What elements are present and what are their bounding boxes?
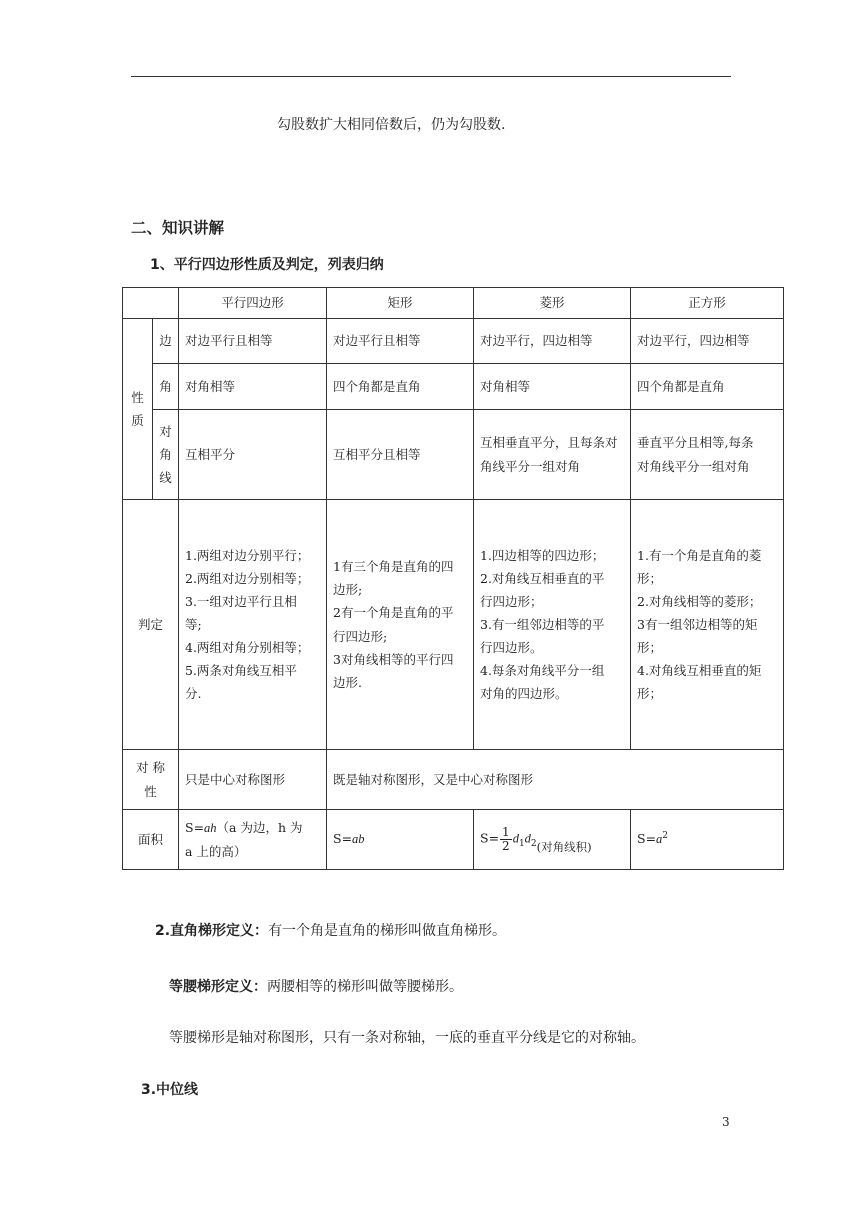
header-parallelogram: 平行四边形 bbox=[179, 288, 327, 319]
diagonal-row bbox=[123, 410, 784, 500]
header-row bbox=[123, 288, 784, 319]
angle-label: 角 bbox=[153, 364, 179, 410]
angle-row bbox=[123, 364, 784, 410]
side-rectangle: 对边平行且相等 bbox=[327, 319, 474, 364]
judge-rectangle: 1有三个角是直角的四 边形; 2有一个角是直角的平 行四边形; 3对角线相等的平行四 边形. bbox=[327, 500, 474, 750]
judge-label: 判定 bbox=[123, 500, 179, 750]
angle-rhombus: 对角相等 bbox=[474, 364, 631, 410]
intro-line: 勾股数扩大相同倍数后，仍为勾股数. bbox=[277, 117, 506, 133]
side-rhombus: 对边平行，四边相等 bbox=[474, 319, 631, 364]
diagonal-label: 对 角 线 bbox=[153, 410, 179, 500]
diagonal-rhombus: 互相垂直平分，且每条对 角线平分一组对角 bbox=[474, 410, 631, 500]
corner-cell bbox=[123, 288, 179, 319]
judge-row bbox=[123, 500, 784, 750]
side-label: 边 bbox=[153, 319, 179, 364]
page-number: 3 bbox=[722, 1115, 730, 1129]
diagonal-parallelogram: 互相平分 bbox=[179, 410, 327, 500]
header-rhombus: 菱形 bbox=[474, 288, 631, 319]
area-rectangle: S=ab bbox=[327, 810, 474, 870]
isosceles-trapezoid-definition: 等腰梯形定义：两腰相等的梯形叫做等腰梯形。 bbox=[169, 979, 463, 995]
header-square: 正方形 bbox=[631, 288, 784, 319]
judge-square: 1.有一个角是直角的菱 形； 2.对角线相等的菱形； 3有一组邻边相等的矩 形； 4.对角线互相垂直的矩 形； bbox=[631, 500, 784, 750]
subsection-midline: 3.中位线 bbox=[141, 1082, 199, 1098]
header-rule bbox=[131, 76, 731, 77]
judge-parallelogram: 1.两组对边分别平行； 2.两组对边分别相等； 3.一组对边平行且相 等; 4.两组对角分别相等； 5.两条对角线互相平 分. bbox=[179, 500, 327, 750]
diagonal-square: 垂直平分且相等,每条 对角线平分一组对角 bbox=[631, 410, 784, 500]
property-label: 性 质 bbox=[123, 319, 153, 500]
area-formula-ab: ab bbox=[352, 832, 365, 847]
area-label: 面积 bbox=[123, 810, 179, 870]
area-parallelogram: S=ah（a 为边，h 为 a 上的高） bbox=[179, 810, 327, 870]
side-row bbox=[123, 319, 784, 364]
angle-rectangle: 四个角都是直角 bbox=[327, 364, 474, 410]
area-square: $S=a^2$ bbox=[631, 810, 784, 870]
diagonal-rectangle: 互相平分且相等 bbox=[327, 410, 474, 500]
header-rectangle: 矩形 bbox=[327, 288, 474, 319]
area-formula-ah: ah bbox=[204, 820, 217, 835]
angle-square: 四个角都是直角 bbox=[631, 364, 784, 410]
symmetry-parallelogram: 只是中心对称图形 bbox=[179, 750, 327, 810]
isosceles-note: 等腰梯形是轴对称图形，只有一条对称轴，一底的垂直平分线是它的对称轴。 bbox=[169, 1030, 645, 1046]
angle-parallelogram: 对角相等 bbox=[179, 364, 327, 410]
section-title: 二、知识讲解 bbox=[131, 219, 225, 237]
area-rhombus: S= $\frac{1}{2}$ $d_1d_2$(对角线积) bbox=[474, 810, 631, 870]
subsection-title: 1、平行四边形性质及判定，列表归纳 bbox=[150, 257, 384, 273]
area-row bbox=[123, 810, 784, 870]
symmetry-row bbox=[123, 750, 784, 810]
fraction-one-half: $\frac{1}{2}$ bbox=[502, 825, 510, 853]
properties-table bbox=[122, 287, 784, 870]
right-trapezoid-definition: 2.直角梯形定义：有一个角是直角的梯形叫做直角梯形。 bbox=[155, 923, 507, 939]
symmetry-others: 既是轴对称图形，又是中心对称图形 bbox=[327, 750, 784, 810]
judge-rhombus: 1.四边相等的四边形； 2.对角线互相垂直的平 行四边形； 3.有一组邻边相等的平 行四边形。 4.每条对角线平分一组 对角的四边形。 bbox=[474, 500, 631, 750]
side-square: 对边平行，四边相等 bbox=[631, 319, 784, 364]
symmetry-label: 对 称 性 bbox=[123, 750, 179, 810]
side-parallelogram: 对边平行且相等 bbox=[179, 319, 327, 364]
